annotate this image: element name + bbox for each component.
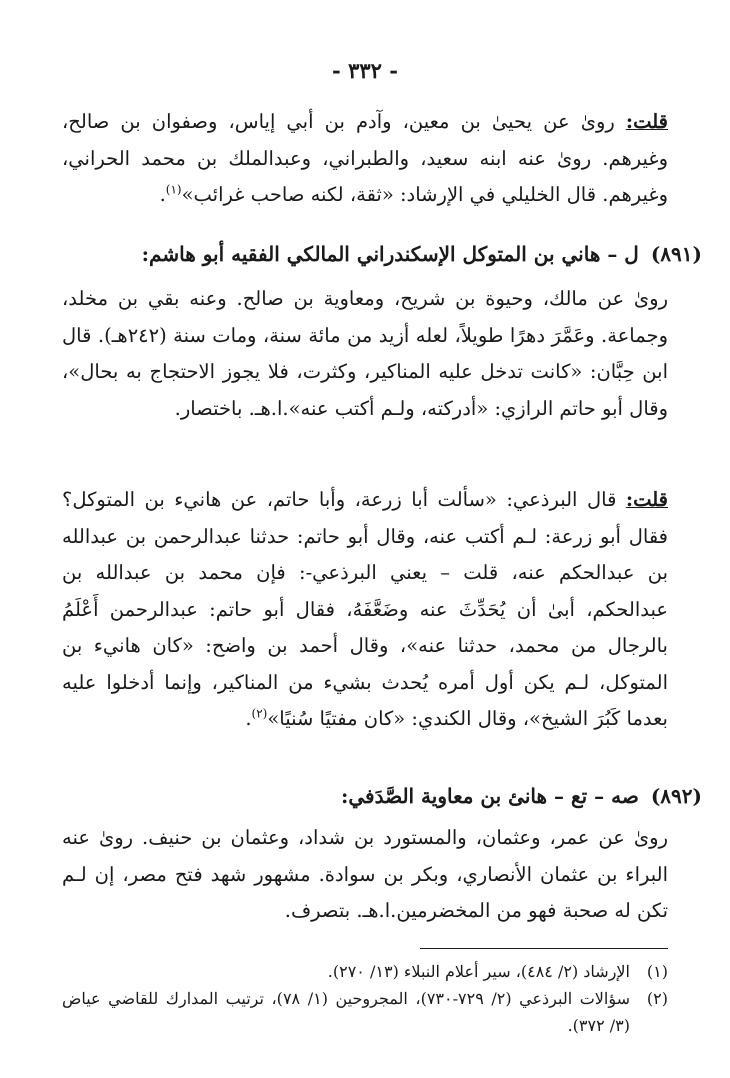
entry-heading-891 [62,238,702,270]
footnote-ref-2: (٢) [251,706,268,721]
paragraph-text: قال البرذعي: «سألت أبا زرعة، وأبا حاتم، عن هانيء بن المتوكل؟ فقال أبو زرعة: لـم أكتب عنه، وقال أبو حاتم: حدثنا عبدالرحمن بن عبدالله بن عبدالحكم عنه، قلت – يعني البرذعي-: فإن محمد بن عبدالله بن عبدالحكم، أبىٰ أن يُحَدِّثَ عنه وضَعَّفَهُ، فقال أبو حاتم: عبدالرحمن أَعْلَمُ بالرجال من محمد، حدثنا عنه»، وقال أحمد بن واضح: «كان هانيء بن المتوكل، لـم يكن أول أمره يُحدث بشيء من المناكير، وإنما أدخلوا عليه بعدما كَبُرَ الشيخ»، وقال الكندي: «كان مفتيًا سُنيًا» [62,488,668,730]
footnotes [62,958,668,1039]
entry-892-text: روىٰ عن عمر، وعثمان، والمستورد بن شداد، وعثمان بن حنيف. روىٰ عنه البراء بن عثمان الأنصاري، وبكر بن سوادة. مشهور شهد فتح مصر، إن لـم تكن له صحبة فهو من المخضرمين.ا.هـ. بتصرف. [62,826,668,922]
qult-label: قلت: [625,488,668,511]
entry-891-text: روىٰ عن مالك، وحيوة بن شريح، ومعاوية بن صالح. وعنه بقي بن مخلد، وجماعة. وعَمَّرَ دهرًا طويلاً، لعله أزيد من مائة سنة، ومات سنة (٢٤٢هـ). قال ابن حِبَّان: «كانت تدخل عليه المناكير، وكثرت، فلا يجوز الاحتجاج به بحال»، وقال أبو حاتم الرازي: «أدركته، ولـم أكتب عنه».ا.هـ. باختصار. [62,287,668,420]
footnote-divider [420,948,668,949]
footnote-text: الإرشاد (٢/ ٤٨٤)، سير أعلام النبلاء (١٣/ ٢٧٠). [327,962,630,981]
entry-title: ل – هاني بن المتوكل الإسكندراني المالكي الفقيه أبو هاشم: [141,242,639,266]
footnote-number: (١) [646,962,668,981]
page-number: - ٣٣٢ - [332,58,398,83]
paragraph-qult-1: قلت: روىٰ عن يحيىٰ بن معين، وآدم بن أبي إياس، وصفوان بن صالح، وغيرهم. روىٰ عنه ابنه سعيد، والطبراني، وعبدالملك بن محمد الحراني، وغيرهم. قال الخليلي في الإرشاد: «ثقة، لكنه صاحب غرائب»$^{(١)}$. [62,110,668,206]
footnote-1 [62,958,668,985]
paragraph-text: روىٰ عن يحيىٰ بن معين، وآدم بن أبي إياس، وصفوان بن صالح، وغيرهم. روىٰ عنه ابنه سعيد، والطبراني، وعبدالملك بن محمد الحراني، وغيرهم. قال الخليلي في الإرشاد: «ثقة، لكنه صاحب غرائب» [62,110,668,206]
footnote-ref-1: (١) [165,182,182,197]
entry-number: (٨٩٢) [650,784,702,808]
footnote-2 [62,985,668,1039]
entry-title: صه – تع – هانئ بن معاوية الصَّدَفي: [340,784,639,808]
paragraph-qult-2: قلت: قال البرذعي: «سألت أبا زرعة، وأبا حاتم، عن هانيء بن المتوكل؟ فقال أبو زرعة: لـم أكتب عنه، وقال أبو حاتم: حدثنا عبدالرحمن بن عبدالله بن عبدالحكم عنه، قلت – يعني البرذعي-: فإن محمد بن عبدالله بن عبدالحكم، أبىٰ أن يُحَدِّثَ عنه وضَعَّفَهُ، فقال أبو حاتم: عبدالرحمن أَعْلَمُ بالرجال من محمد، حدثنا عنه»، وقال أحمد بن واضح: «كان هانيء بن المتوكل، لـم يكن أول أمره يُحدث بشيء من المناكير، وإنما أدخلوا عليه بعدما كَبُرَ الشيخ»، وقال الكندي: «كان مفتيًا سُنيًا»$^{(٢)}$. [62,488,668,730]
qult-label: قلت: [625,110,668,133]
footnote-text: سؤالات البرذعي (٢/ ٧٢٩-٧٣٠)، المجروحين (١/ ٧٨)، ترتيب المدارك للقاضي عياض (٣/ ٣٧٢). [62,989,631,1035]
entry-number: (٨٩١) [650,242,702,266]
entry-heading-892 [62,780,702,812]
footnote-number: (٢) [646,989,668,1008]
